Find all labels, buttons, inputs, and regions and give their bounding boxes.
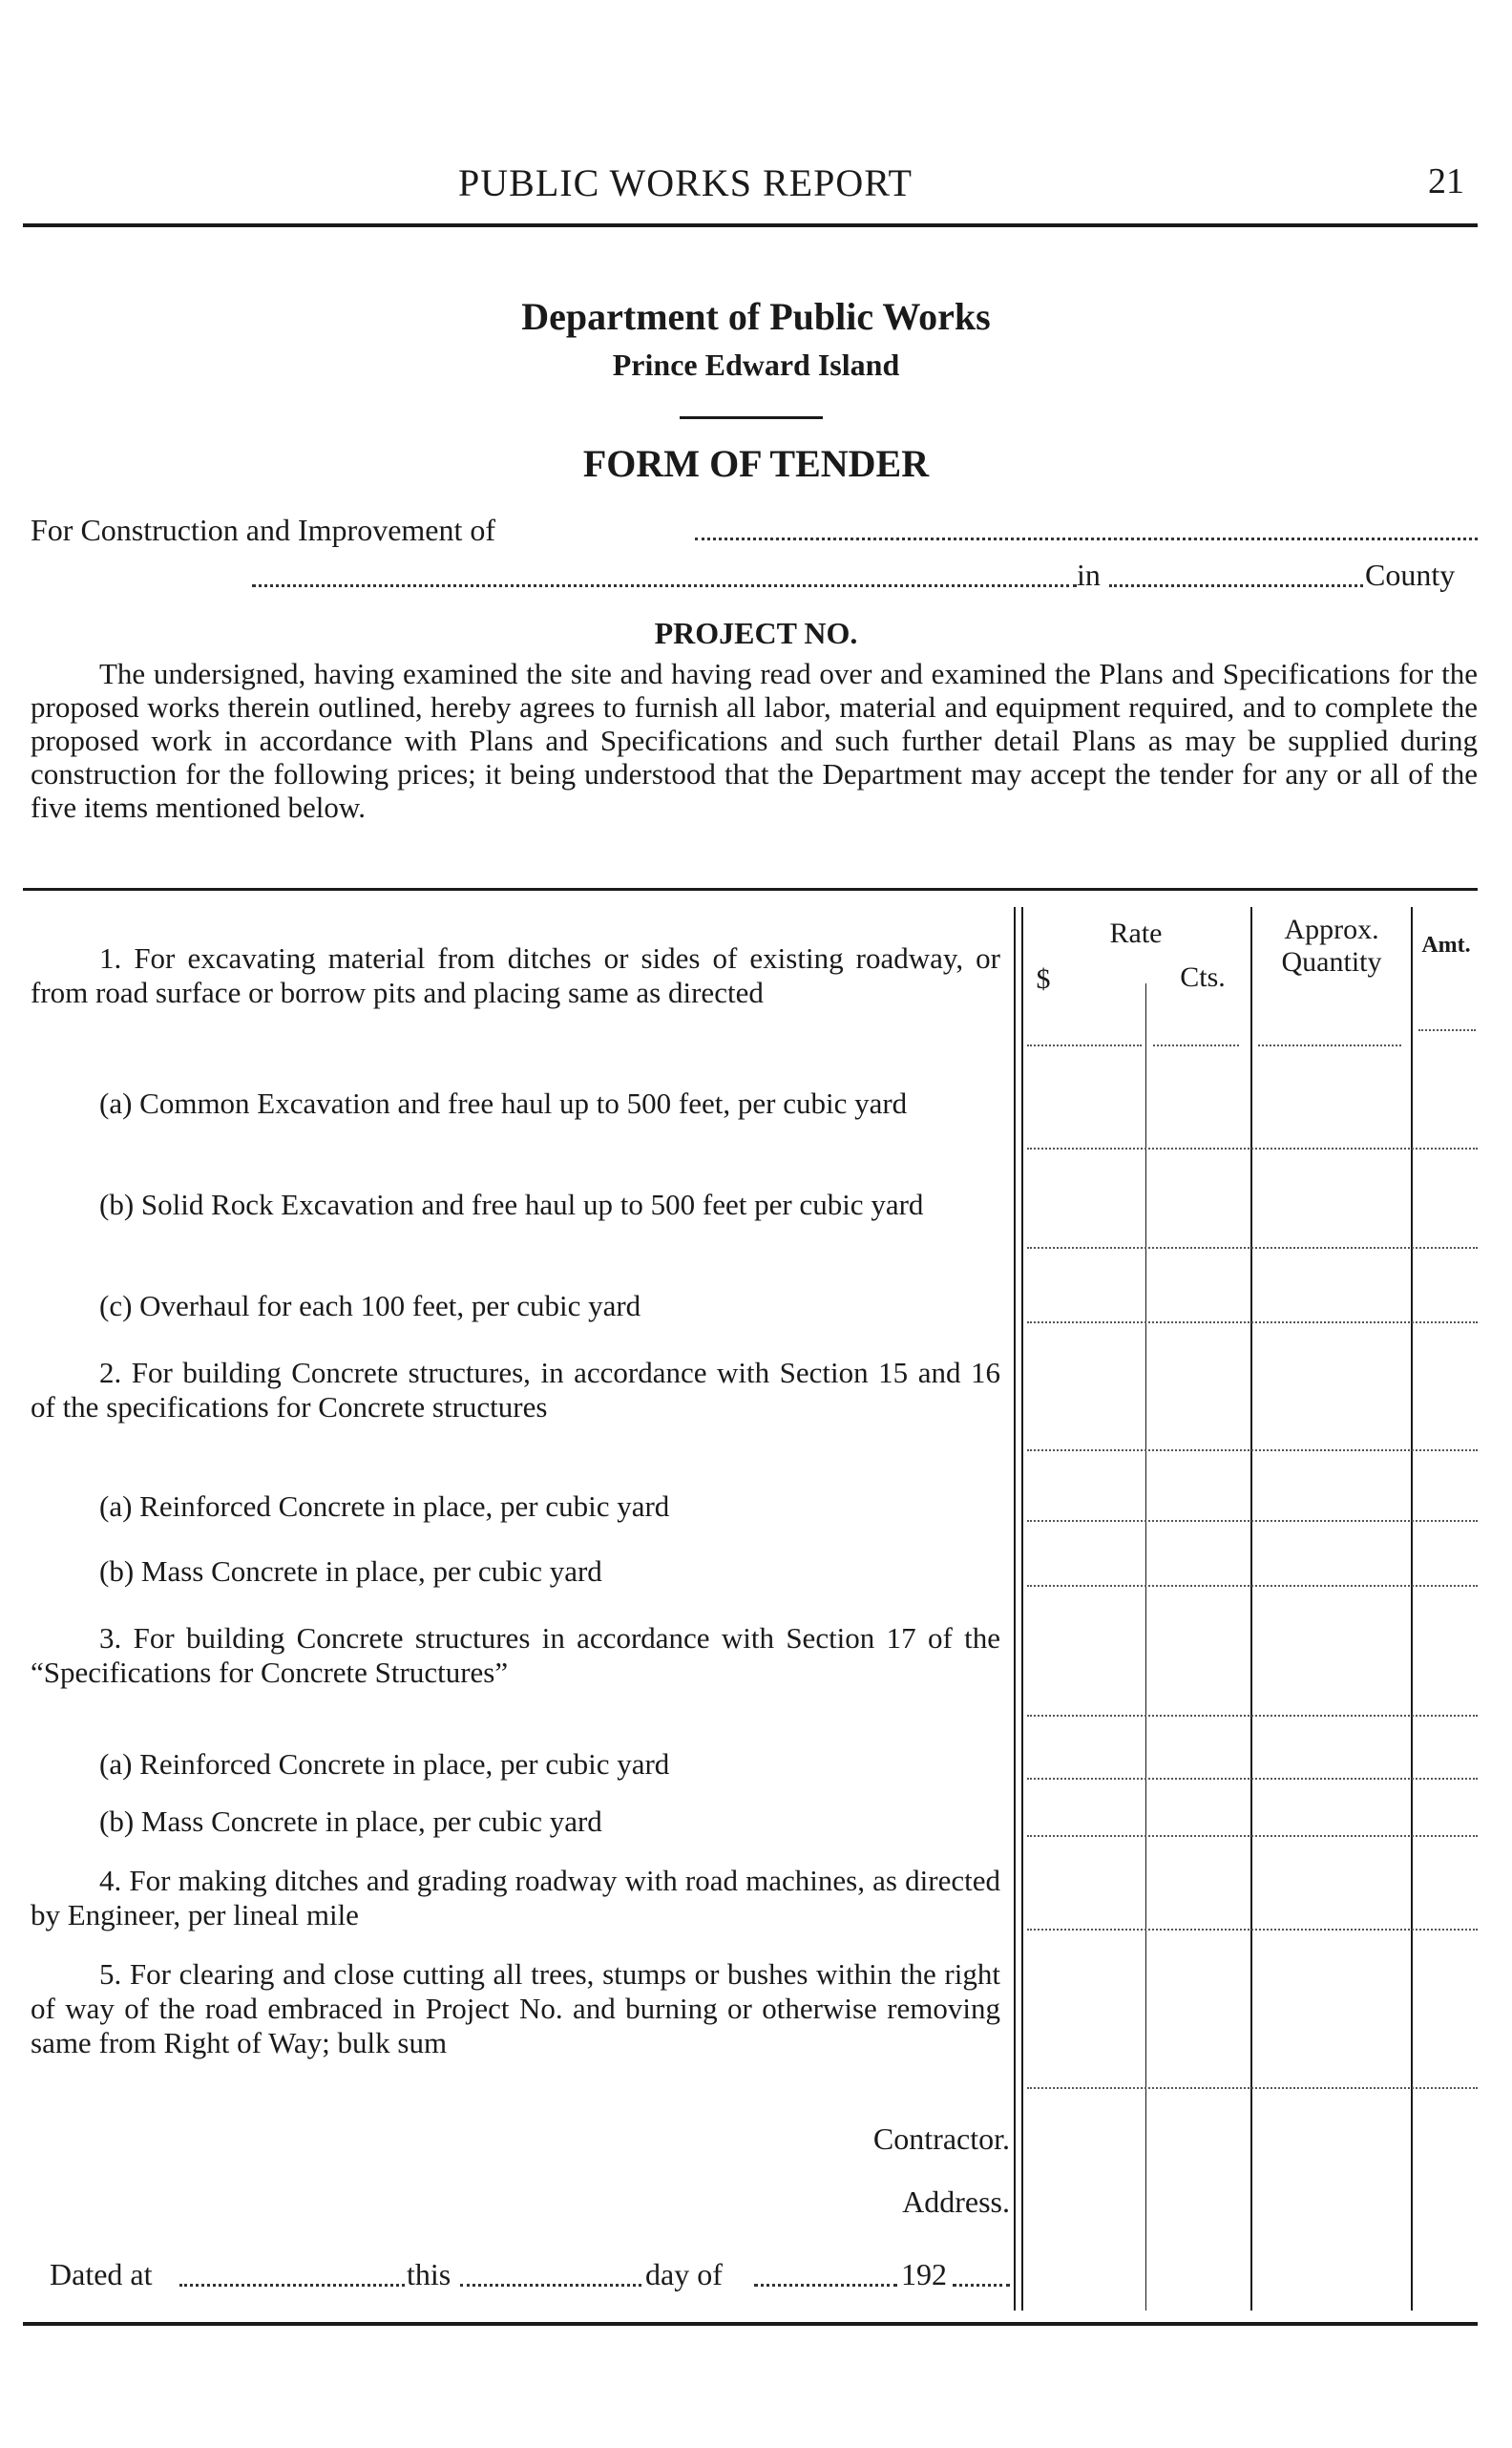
bottom-rule [23, 2322, 1478, 2326]
item-3: 3. For building Concrete structures in accordance with Section 17 of the “Specifications for Concrete Structures” [31, 1621, 1000, 1689]
year-blank [953, 2284, 1010, 2287]
dated-at-label: Dated at [50, 2257, 153, 2291]
row-1b-blank [1027, 1247, 1478, 1249]
form-title: FORM OF TENDER [582, 442, 930, 485]
row-1a-blank [1027, 1148, 1478, 1150]
column-divider-cents [1145, 983, 1146, 2311]
dollar-header: $ [1036, 963, 1051, 995]
column-divider-left-double [1021, 907, 1023, 2311]
item-2b: (b) Mass Concrete in place, per cubic yard [99, 1554, 602, 1588]
item-1a: (a) Common Excavation and free haul up to 500 feet, per cubic yard [99, 1087, 908, 1120]
location-blank [252, 584, 1077, 587]
department-title: Department of Public Works [521, 295, 991, 338]
row-2a-blank [1027, 1520, 1478, 1522]
row-5-blank [1027, 2087, 1478, 2089]
item-4: 4. For making ditches and grading roadway with road machines, as directed by Engineer, per lineal mile [31, 1864, 1000, 1931]
item-3a: (a) Reinforced Concrete in place, per cubic yard [99, 1747, 670, 1781]
in-label: in [1077, 558, 1101, 592]
row-1-rate-blank [1027, 1045, 1142, 1046]
intro-paragraph: The undersigned, having examined the site and having read over and examined the Plans and Specifications for the proposed works therein outlined, hereby agrees to furnish all labor, material and equipment required, and to complete the proposed work in accordance with Plans and Specifications and such further detail Plans as may be supplied during construction for the following prices; it being understood that the Department may accept the tender for any or all of the five items mentioned below. [31, 657, 1478, 824]
item-1: 1. For excavating material from ditches or sides of existing roadway, or from road surface or borrow pits and placing same as directed [31, 941, 1000, 1009]
day-of-blank [754, 2284, 897, 2287]
item-1b: (b) Solid Rock Excavation and free haul up to 500 feet per cubic yard [99, 1188, 924, 1221]
rate-header: Rate [1109, 918, 1163, 949]
day-of-label: day of [645, 2257, 723, 2291]
header-rule [23, 223, 1478, 227]
row-3b-blank [1027, 1835, 1478, 1837]
row-3a-blank [1027, 1778, 1478, 1780]
project-label: PROJECT NO. [654, 616, 858, 650]
item-2a: (a) Reinforced Concrete in place, per cubic yard [99, 1489, 670, 1523]
cents-header: Cts. [1180, 961, 1226, 993]
year-label: 192 [901, 2257, 947, 2291]
contractor-label: Contractor. [872, 2121, 1010, 2156]
approx-header: Approx. [1284, 914, 1379, 945]
row-4-blank [1027, 1929, 1478, 1931]
address-label: Address. [902, 2184, 1010, 2219]
county-label: County [1365, 558, 1456, 592]
province-subtitle: Prince Edward Island [612, 348, 900, 382]
row-3-blank [1027, 1715, 1478, 1717]
construction-label: For Construction and Improvement of [31, 513, 496, 547]
amount-header: Amt. [1421, 933, 1471, 958]
row-1-cents-blank [1153, 1045, 1239, 1046]
page-number: 21 [1428, 161, 1464, 201]
item-2: 2. For building Concrete structures, in accordance with Section 15 and 16 of the specifications for Concrete structures [31, 1356, 1000, 1424]
item-1c: (c) Overhaul for each 100 feet, per cubic yard [99, 1289, 641, 1322]
column-divider-amount [1411, 907, 1413, 2311]
column-divider-quantity [1250, 907, 1252, 2311]
row-1-quantity-blank [1258, 1045, 1401, 1046]
row-1-amount-blank [1418, 1029, 1476, 1031]
dated-at-blank [179, 2284, 405, 2287]
construction-blank [695, 538, 1478, 540]
column-divider-left [1014, 907, 1016, 2311]
county-blank [1109, 584, 1363, 587]
table-top-rule [23, 888, 1478, 891]
report-header-title: PUBLIC WORKS REPORT [458, 161, 913, 204]
quantity-header: Quantity [1281, 946, 1382, 978]
row-2b-blank [1027, 1585, 1478, 1587]
row-2-blank [1027, 1449, 1478, 1451]
item-3b: (b) Mass Concrete in place, per cubic yard [99, 1804, 602, 1838]
this-blank [460, 2284, 641, 2287]
this-label: this [407, 2257, 452, 2291]
item-5: 5. For clearing and close cutting all trees, stumps or bushes within the right of way of the road embraced in Project No. and burning or otherwise removing same from Right of Way; bulk sum [31, 1957, 1000, 2059]
title-divider [680, 416, 823, 419]
row-1c-blank [1027, 1321, 1478, 1323]
